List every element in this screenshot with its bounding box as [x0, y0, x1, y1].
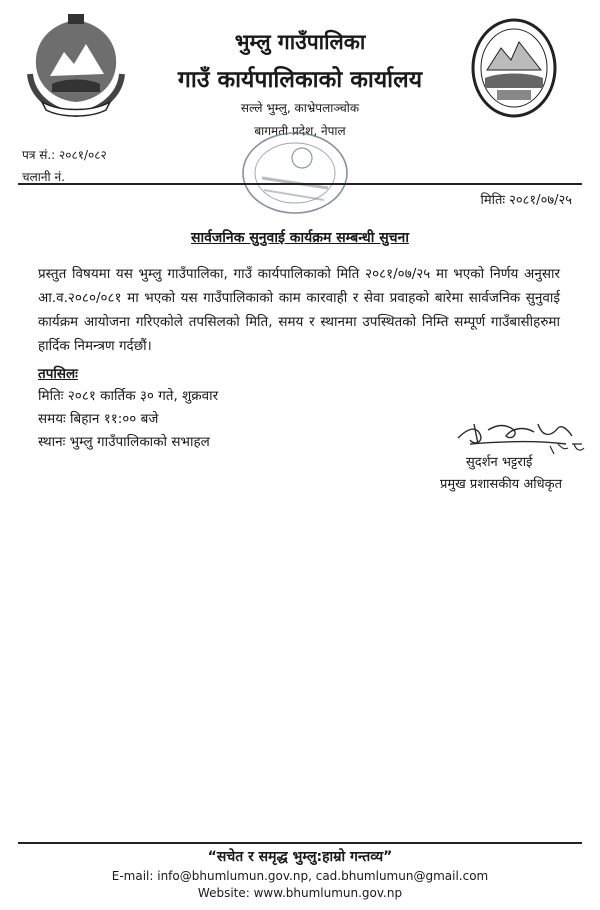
signature-icon [454, 414, 590, 456]
footer-website: Website: www.bhumlumun.gov.np [197, 886, 403, 900]
details-heading: तपसिलः [38, 366, 78, 382]
address-line-1: सल्ले भुम्लु, काभ्रेपलाञ्चोक [240, 101, 360, 115]
dispatch-number: चलानी नं. [22, 170, 65, 184]
letter-number: पत्र सं.: २०८१/०८२ [22, 148, 107, 162]
event-time: समयः बिहान ११:०० बजे [38, 411, 159, 427]
office-name: गाउँ कार्यपालिकाको कार्यालय [177, 67, 423, 93]
event-place: स्थानः भुम्लु गाउँपालिकाको सभाहल [38, 434, 210, 450]
notice-body: प्रस्तुत विषयमा यस भुम्लु गाउँपालिका, गाउँ कार्यपालिकाको मिति २०८१/०७/२५ मा भएको निर्णय अनुसार आ.व.२०८०/०८१ मा भएको यस गाउँपालिकाको काम कारवाही र सेवा प्रवाहको बारेमा सार्वजनिक सुनुवाई कार्यक्रम आयोजना गरिएकोले तपसिलको मिति, समय र स्थानमा उपस्थितको निम्ति सम्पूर्ण गाउँबासीहरुमा हार्दिक निमन्त्रण गर्दछौं। [38, 266, 560, 354]
footer-email: E-mail: info@bhumlumun.gov.np, cad.bhumlumun@gmail.com [111, 869, 489, 883]
header-divider [18, 183, 582, 185]
office-stamp-icon [240, 128, 350, 218]
notice-subject: सार्वजनिक सुनुवाई कार्यक्रम सम्बन्धी सुचना [191, 230, 409, 246]
municipality-name: भुम्लु गाउँपालिका [234, 30, 366, 54]
letter-date: मितिः २०८१/०७/२५ [480, 193, 572, 208]
signatory-title: प्रमुख प्रशासकीय अधिकृत [440, 477, 563, 492]
footer-motto: “सचेत र समृद्ध भुम्लु:हाम्रो गन्तव्य” [207, 849, 393, 865]
signatory-name: सुदर्शन भट्टराई [466, 455, 533, 470]
footer-divider [18, 842, 582, 844]
address-line-2: बागमती प्रदेश, नेपाल [254, 124, 346, 138]
event-date: मितिः २०८१ कार्तिक ३० गते, शुक्रवार [38, 388, 219, 404]
